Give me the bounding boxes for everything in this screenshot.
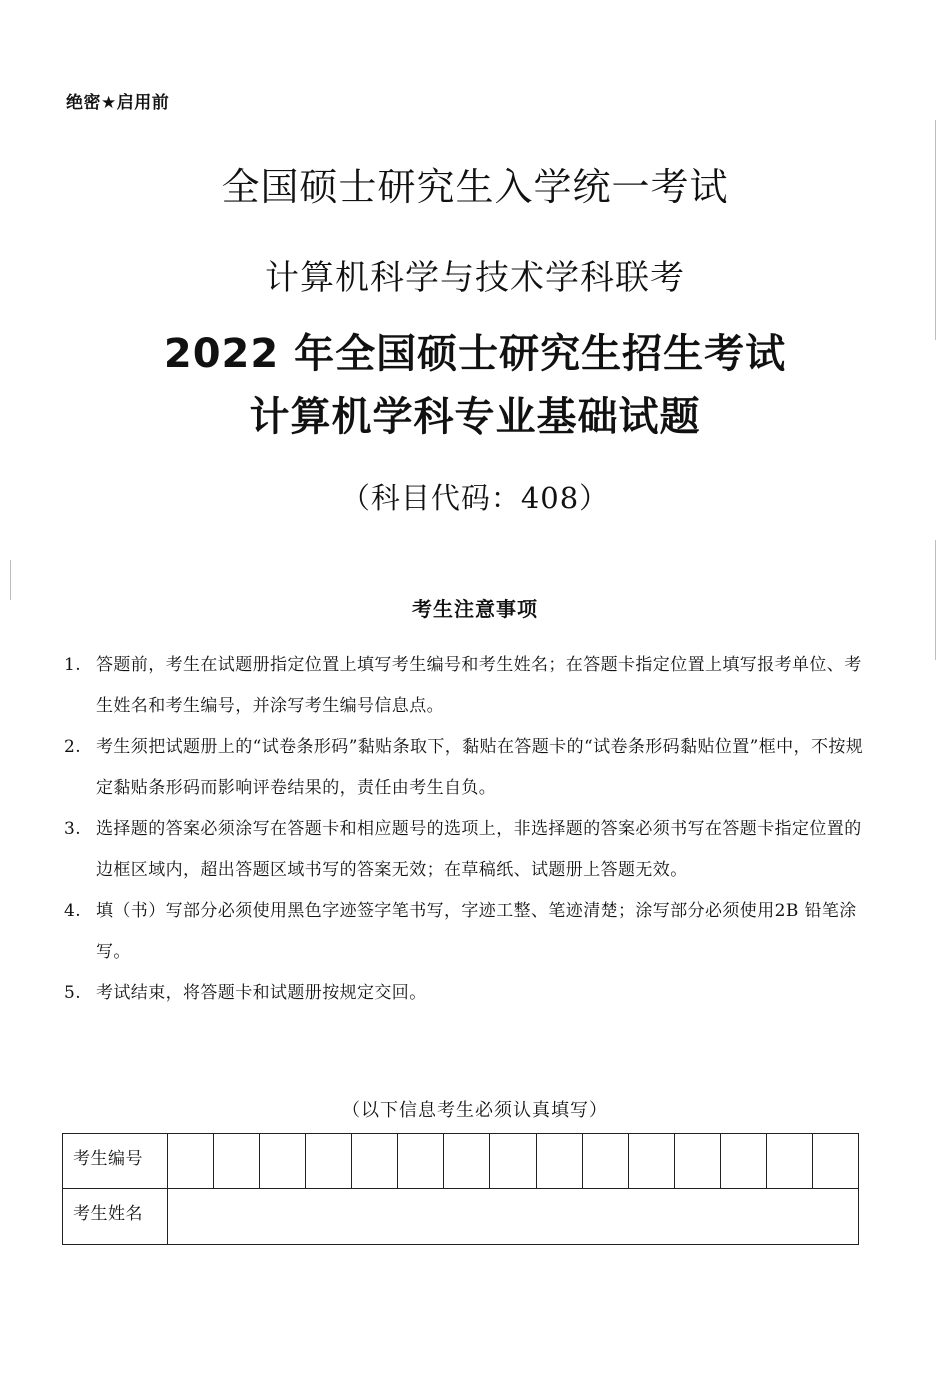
candidate-id-digit-box[interactable] (721, 1134, 767, 1188)
secrecy-label: 绝密★启用前 (66, 93, 170, 113)
candidate-id-digit-box[interactable] (398, 1134, 444, 1188)
candidate-id-digit-box[interactable] (675, 1134, 721, 1188)
candidate-info-table (62, 1133, 859, 1245)
candidate-id-digit-box[interactable] (583, 1134, 629, 1188)
subject-code: （科目代码：408） (340, 481, 610, 515)
notice-list (64, 645, 864, 1014)
candidate-id-digit-box[interactable] (168, 1134, 214, 1188)
scan-edge-mark (935, 120, 936, 340)
candidate-id-digit-box[interactable] (813, 1134, 858, 1188)
candidate-id-digit-box[interactable] (214, 1134, 260, 1188)
candidate-id-boxes (168, 1134, 858, 1188)
notice-item (64, 809, 864, 891)
candidate-id-digit-box[interactable] (444, 1134, 490, 1188)
candidate-id-digit-box[interactable] (260, 1134, 306, 1188)
candidate-id-label: 考生编号 (63, 1134, 168, 1188)
notice-item-number: 1. (64, 655, 82, 675)
notice-item-text: 填（书）写部分必须使用黑色字迹签字笔书写，字迹工整、笔迹清楚；涂写部分必须使用2B 铅笔涂写。 (96, 901, 857, 962)
notice-item-number: 2. (64, 737, 82, 757)
candidate-id-digit-box[interactable] (490, 1134, 536, 1188)
notice-item-text: 选择题的答案必须涂写在答题卡和相应题号的选项上，非选择题的答案必须书写在答题卡指定位置的边框区域内，超出答题区域书写的答案无效；在草稿纸、试题册上答题无效。 (96, 819, 862, 880)
joint-exam-title: 计算机科学与技术学科联考 (265, 258, 685, 298)
fill-info-note: （以下信息考生必须认真填写） (342, 1100, 608, 1121)
exam-name-title: 全国硕士研究生入学统一考试 (221, 165, 729, 209)
notice-item-text: 考生须把试题册上的“试卷条形码”黏贴条取下，黏贴在答题卡的“试卷条形码黏贴位置”框中，不按规定黏贴条形码而影响评卷结果的，责任由考生自负。 (96, 737, 864, 798)
main-title-line2: 计算机学科专业基础试题 (249, 394, 701, 440)
candidate-name-label: 考生姓名 (63, 1189, 168, 1244)
notice-item-text: 答题前，考生在试题册指定位置上填写考生编号和考生姓名；在答题卡指定位置上填写报考单位、考生姓名和考生编号，并涂写考生编号信息点。 (96, 655, 862, 716)
notice-item-number: 4. (64, 901, 82, 921)
notice-item-number: 3. (64, 819, 82, 839)
candidate-id-digit-box[interactable] (767, 1134, 813, 1188)
candidate-id-digit-box[interactable] (352, 1134, 398, 1188)
notice-item (64, 973, 864, 1014)
candidate-id-digit-box[interactable] (306, 1134, 352, 1188)
candidate-name-field[interactable] (168, 1189, 858, 1244)
candidate-id-row (63, 1134, 858, 1189)
candidate-id-digit-box[interactable] (537, 1134, 583, 1188)
main-title-line1: 2022 年全国硕士研究生招生考试 (163, 331, 787, 377)
notice-item-number: 5. (64, 983, 82, 1003)
notice-item-text: 考试结束，将答题卡和试题册按规定交回。 (96, 983, 427, 1003)
notice-item (64, 727, 864, 809)
candidate-id-digit-box[interactable] (629, 1134, 675, 1188)
notice-item (64, 645, 864, 727)
notice-heading: 考生注意事项 (412, 597, 538, 621)
notice-item (64, 891, 864, 973)
candidate-name-row (63, 1189, 858, 1244)
